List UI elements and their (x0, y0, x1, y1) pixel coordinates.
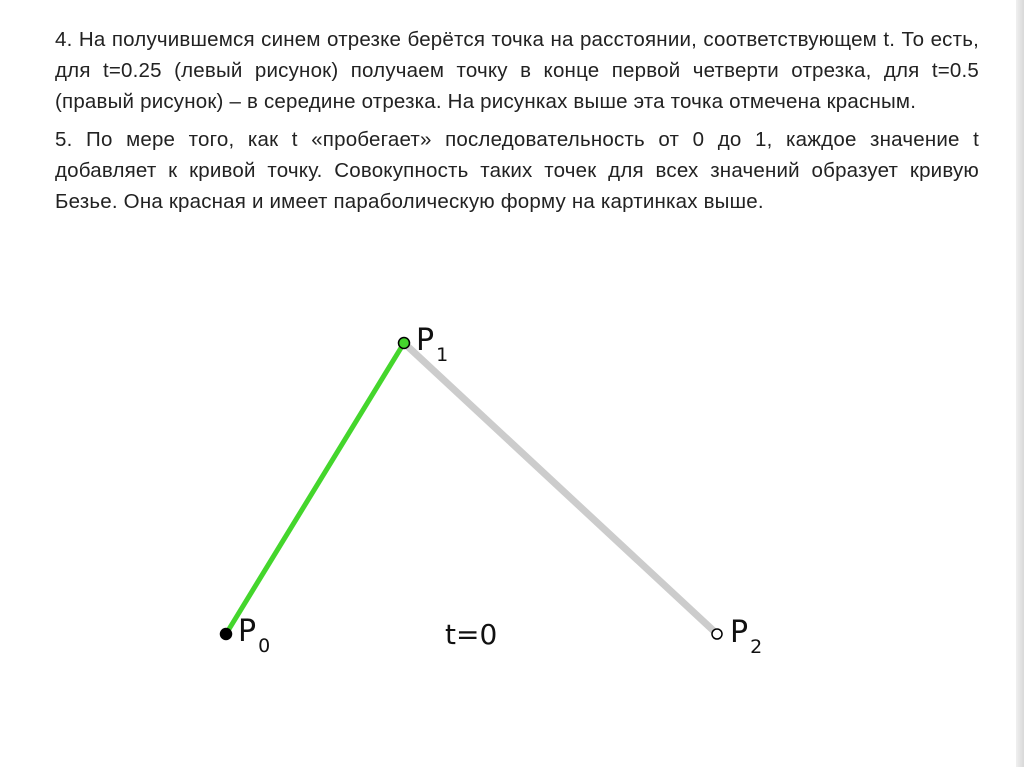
segment-p0-p1 (226, 343, 404, 634)
segment-p1-p2 (404, 343, 717, 634)
point-p1 (399, 338, 410, 349)
paragraph-step-5: 5. По мере того, как t «пробегает» последовательность от 0 до 1, каждое значение t добавляет к кривой точку. Совокупность таких точек для всех значений образует кривую Безье. Она красная и имеет параболическую форму на картинках выше. (55, 128, 979, 213)
point-p0 (221, 629, 232, 640)
point-p2 (712, 629, 722, 639)
t-value-label: t=0 (445, 618, 498, 651)
label-p1: P $_1$ (416, 323, 449, 366)
label-p2: P $_2$ (730, 615, 763, 658)
label-p0: P $_0$ (238, 614, 271, 657)
paragraph-step-4: 4. На получившемся синем отрезке берётся точка на расстоянии, соответствующем t. То есть, для t=0.25 (левый рисунок) получаем точку в конце первой четверти отрезка, для t=0.5 (правый рисунок) – в середине отрезка. На рисунках выше эта точка отмечена красным. (55, 28, 979, 113)
